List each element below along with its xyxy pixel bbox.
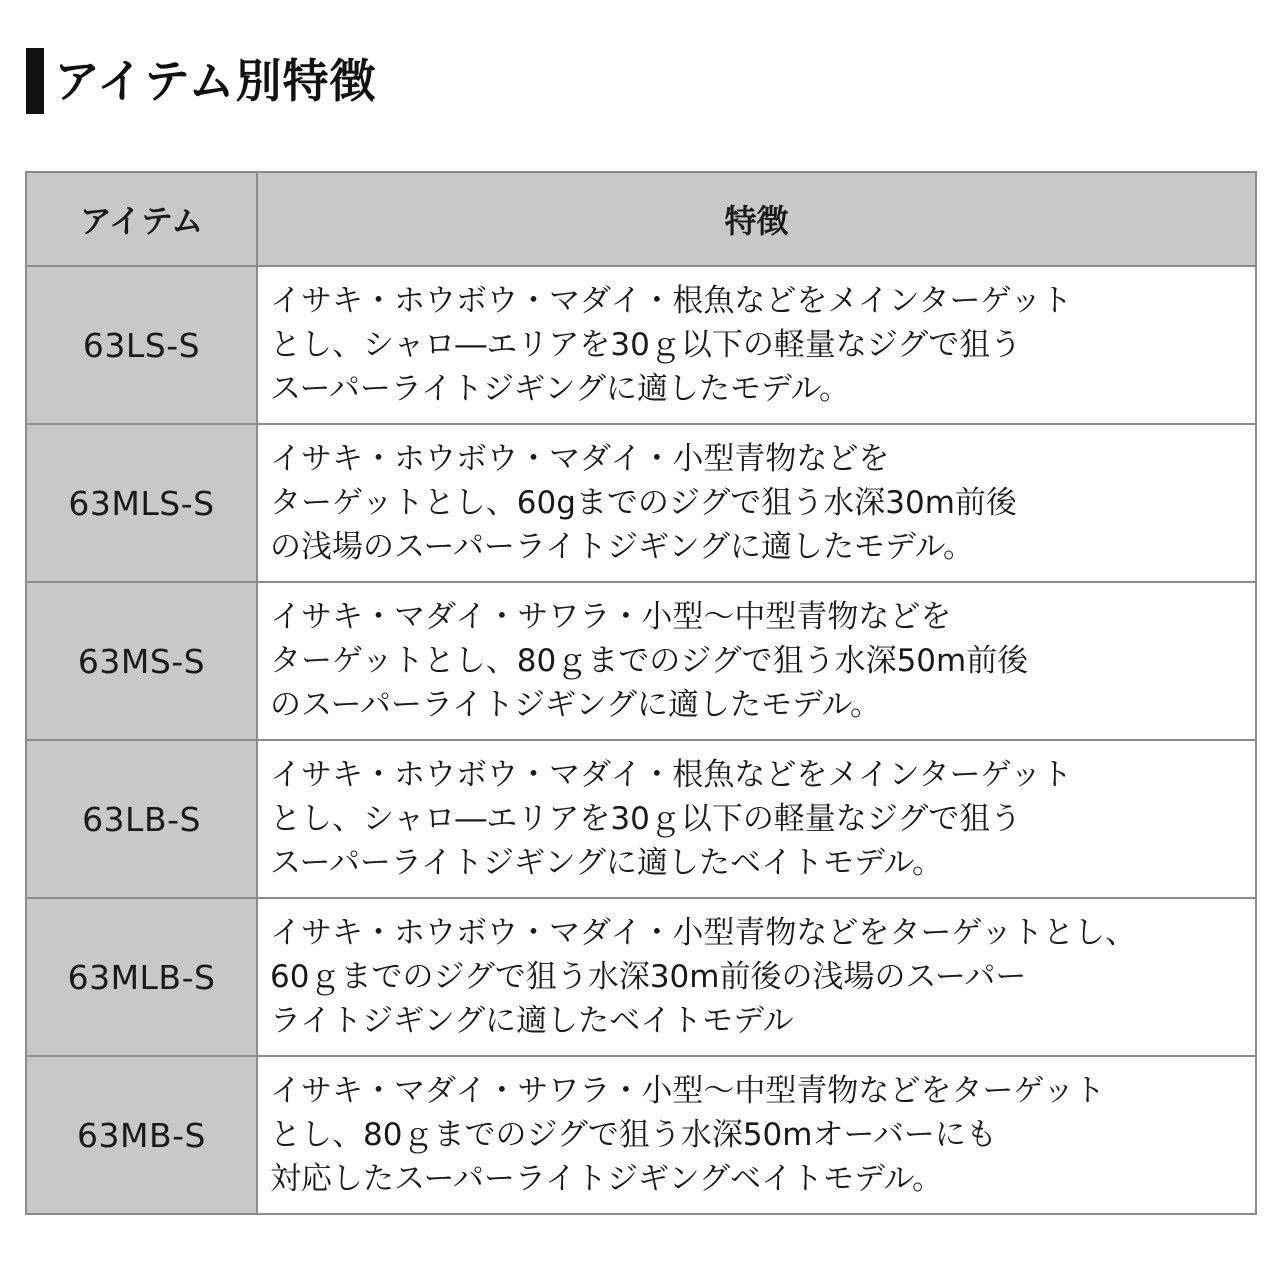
item-feature (257, 898, 1256, 1056)
table-row (26, 582, 1256, 740)
feature-line: ターゲットとし、80ｇまでのジグで狙う水深50m前後 (270, 643, 1029, 679)
feature-line: 60ｇまでのジグで狙う水深30m前後の浅場のスーパー (270, 959, 1027, 995)
header-item: アイテム (26, 172, 257, 266)
table-row (26, 740, 1256, 898)
section-heading (26, 48, 377, 114)
item-feature (257, 582, 1256, 740)
item-name: 63MLS-S (26, 424, 257, 582)
feature-line: ライトジギングに適したベイトモデル (270, 1003, 794, 1039)
heading-accent-bar (26, 48, 44, 114)
item-name: 63MB-S (26, 1056, 257, 1214)
table-row (26, 1056, 1256, 1214)
table-header-row (26, 172, 1256, 266)
feature-line: とし、80ｇまでのジグで狙う水深50mオーバーにも (270, 1117, 997, 1153)
feature-line: イサキ・マダイ・サワラ・小型～中型青物などを (270, 599, 952, 635)
heading-title: アイテム別特徴 (54, 54, 377, 108)
item-feature-table (25, 171, 1257, 1215)
feature-line: とし、シャロ―エリアを30ｇ以下の軽量なジグで狙う (270, 801, 1022, 837)
feature-line: の浅場のスーパーライトジギングに適したモデル。 (270, 529, 975, 565)
table-row (26, 266, 1256, 424)
feature-line: イサキ・マダイ・サワラ・小型～中型青物などをターゲット (270, 1073, 1106, 1109)
item-feature (257, 1056, 1256, 1214)
item-name: 63LS-S (26, 266, 257, 424)
feature-line: イサキ・ホウボウ・マダイ・小型青物などをターゲットとし、 (270, 915, 1137, 951)
feature-line: スーパーライトジギングに適したベイトモデル。 (270, 845, 944, 881)
feature-line: とし、シャロ―エリアを30ｇ以下の軽量なジグで狙う (270, 327, 1022, 363)
feature-line: イサキ・ホウボウ・マダイ・小型青物などを (270, 441, 890, 477)
table-row (26, 898, 1256, 1056)
header-feature: 特徴 (257, 172, 1256, 266)
item-name: 63MLB-S (26, 898, 257, 1056)
item-feature (257, 424, 1256, 582)
feature-line: ターゲットとし、60gまでのジグで狙う水深30m前後 (270, 485, 1017, 521)
item-name: 63MS-S (26, 582, 257, 740)
item-feature (257, 266, 1256, 424)
feature-line: 対応したスーパーライトジギングベイトモデル。 (270, 1161, 944, 1197)
feature-line: イサキ・ホウボウ・マダイ・根魚などをメインターゲット (270, 283, 1073, 319)
table-row (26, 424, 1256, 582)
feature-line: イサキ・ホウボウ・マダイ・根魚などをメインターゲット (270, 757, 1073, 793)
feature-line: スーパーライトジギングに適したモデル。 (270, 371, 851, 407)
item-name: 63LB-S (26, 740, 257, 898)
feature-line: のスーパーライトジギングに適したモデル。 (270, 687, 882, 723)
item-feature (257, 740, 1256, 898)
